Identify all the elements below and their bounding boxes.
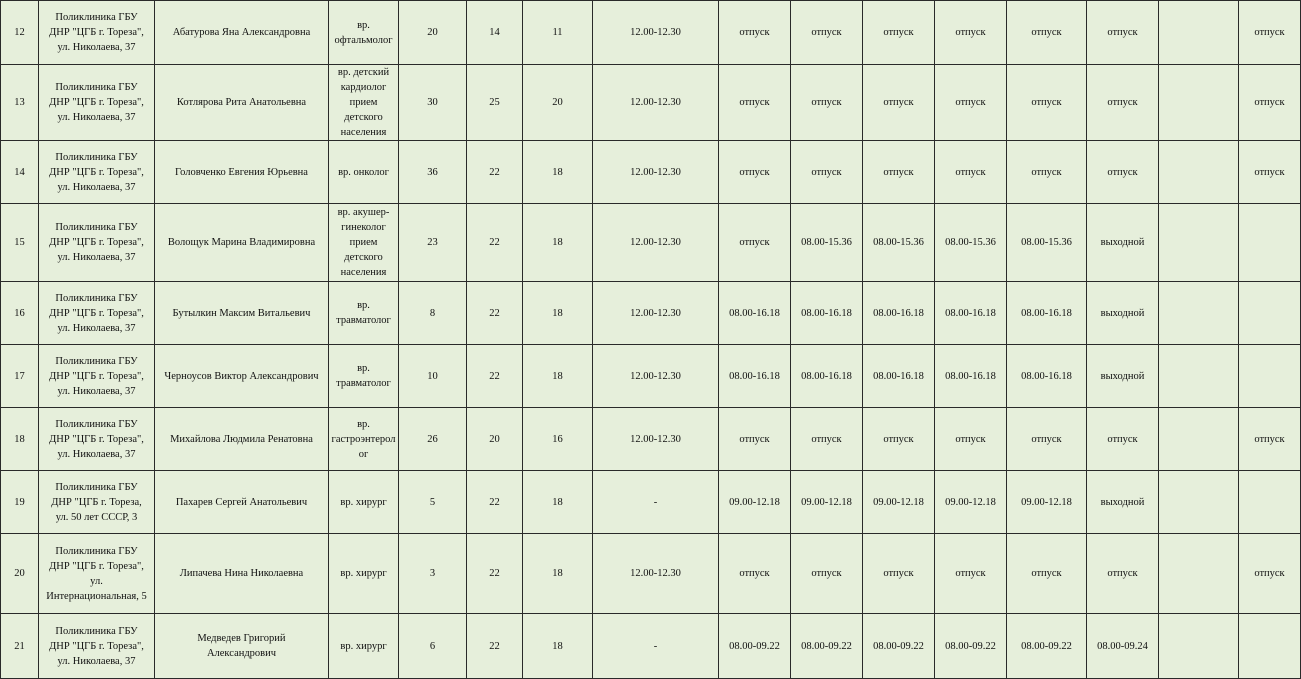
day-7-schedule — [1159, 204, 1239, 282]
day-5-schedule: отпуск — [1007, 534, 1087, 614]
row-number: 13 — [1, 65, 39, 141]
doctor-name: Бутылкин Максим Витальевич — [155, 282, 329, 345]
day-2-schedule: отпуск — [791, 65, 863, 141]
day-2-schedule: 09.00-12.18 — [791, 471, 863, 534]
doctor-name: Липачева Нина Николаевна — [155, 534, 329, 614]
count-3: 18 — [523, 141, 593, 204]
day-3-schedule: 08.00-16.18 — [863, 345, 935, 408]
day-3-schedule: 08.00-09.22 — [863, 614, 935, 679]
day-7-schedule — [1159, 1, 1239, 65]
day-1-schedule: 08.00-16.18 — [719, 345, 791, 408]
day-6-schedule: отпуск — [1087, 141, 1159, 204]
doctor-name: Головченко Евгения Юрьевна — [155, 141, 329, 204]
count-2: 22 — [467, 614, 523, 679]
doctor-name: Пахарев Сергей Анатольевич — [155, 471, 329, 534]
clinic-address: Поликлиника ГБУ ДНР "ЦГБ г. Тореза", ул. Николаева, 37 — [39, 408, 155, 471]
count-2: 22 — [467, 282, 523, 345]
doctor-specialty: вр. хирург — [329, 471, 399, 534]
day-4-schedule: 08.00-15.36 — [935, 204, 1007, 282]
day-1-schedule: отпуск — [719, 65, 791, 141]
count-2: 20 — [467, 408, 523, 471]
day-3-schedule: отпуск — [863, 141, 935, 204]
reception-time: 12.00-12.30 — [593, 345, 719, 408]
table-row — [1, 534, 1301, 614]
count-2: 14 — [467, 1, 523, 65]
day-7-schedule — [1159, 282, 1239, 345]
day-4-schedule: отпуск — [935, 534, 1007, 614]
doctor-name: Котлярова Рита Анатольевна — [155, 65, 329, 141]
count-3: 18 — [523, 204, 593, 282]
count-3: 18 — [523, 345, 593, 408]
day-1-schedule: отпуск — [719, 1, 791, 65]
count-3: 18 — [523, 282, 593, 345]
day-8-schedule: отпуск — [1239, 65, 1301, 141]
count-2: 22 — [467, 141, 523, 204]
doctor-name: Медведев Григорий Александрович — [155, 614, 329, 679]
day-6-schedule: отпуск — [1087, 65, 1159, 141]
day-2-schedule: 08.00-09.22 — [791, 614, 863, 679]
count-1: 23 — [399, 204, 467, 282]
doctor-name: Абатурова Яна Александровна — [155, 1, 329, 65]
day-4-schedule: отпуск — [935, 65, 1007, 141]
count-2: 25 — [467, 65, 523, 141]
doctor-name: Черноусов Виктор Александрович — [155, 345, 329, 408]
reception-time: 12.00-12.30 — [593, 141, 719, 204]
day-6-schedule: отпуск — [1087, 1, 1159, 65]
day-1-schedule: 08.00-09.22 — [719, 614, 791, 679]
doctor-specialty: вр. офтальмолог — [329, 1, 399, 65]
row-number: 20 — [1, 534, 39, 614]
count-3: 18 — [523, 534, 593, 614]
day-6-schedule: отпуск — [1087, 534, 1159, 614]
day-1-schedule: отпуск — [719, 534, 791, 614]
day-8-schedule: отпуск — [1239, 534, 1301, 614]
doctor-specialty: вр. хирург — [329, 534, 399, 614]
doctor-specialty: вр. хирург — [329, 614, 399, 679]
clinic-address: Поликлиника ГБУ ДНР "ЦГБ г. Тореза", ул. Интернациональная, 5 — [39, 534, 155, 614]
count-2: 22 — [467, 345, 523, 408]
table-row — [1, 204, 1301, 282]
clinic-address: Поликлиника ГБУ ДНР "ЦГБ г. Тореза", ул. Николаева, 37 — [39, 282, 155, 345]
reception-time: 12.00-12.30 — [593, 204, 719, 282]
day-5-schedule: 09.00-12.18 — [1007, 471, 1087, 534]
count-2: 22 — [467, 471, 523, 534]
day-1-schedule: отпуск — [719, 408, 791, 471]
day-1-schedule: 08.00-16.18 — [719, 282, 791, 345]
doctor-specialty: вр. онколог — [329, 141, 399, 204]
day-7-schedule — [1159, 614, 1239, 679]
day-2-schedule: 08.00-16.18 — [791, 282, 863, 345]
row-number: 16 — [1, 282, 39, 345]
clinic-address: Поликлиника ГБУ ДНР "ЦГБ г. Тореза", ул. Николаева, 37 — [39, 141, 155, 204]
doctor-specialty: вр. детский кардиолог прием детского населения — [329, 65, 399, 141]
table-row — [1, 471, 1301, 534]
table-row — [1, 408, 1301, 471]
table-row — [1, 1, 1301, 65]
day-6-schedule: выходной — [1087, 282, 1159, 345]
day-3-schedule: отпуск — [863, 65, 935, 141]
day-5-schedule: отпуск — [1007, 1, 1087, 65]
clinic-address: Поликлиника ГБУ ДНР "ЦГБ г. Тореза", ул. Николаева, 37 — [39, 345, 155, 408]
count-2: 22 — [467, 534, 523, 614]
day-5-schedule: 08.00-09.22 — [1007, 614, 1087, 679]
day-4-schedule: 08.00-16.18 — [935, 282, 1007, 345]
day-7-schedule — [1159, 141, 1239, 204]
day-5-schedule: 08.00-16.18 — [1007, 282, 1087, 345]
row-number: 15 — [1, 204, 39, 282]
reception-time: 12.00-12.30 — [593, 1, 719, 65]
day-2-schedule: 08.00-16.18 — [791, 345, 863, 408]
day-8-schedule — [1239, 614, 1301, 679]
row-number: 19 — [1, 471, 39, 534]
day-3-schedule: 08.00-15.36 — [863, 204, 935, 282]
reception-time: 12.00-12.30 — [593, 65, 719, 141]
count-1: 10 — [399, 345, 467, 408]
day-7-schedule — [1159, 471, 1239, 534]
day-3-schedule: 08.00-16.18 — [863, 282, 935, 345]
day-2-schedule: отпуск — [791, 1, 863, 65]
day-3-schedule: отпуск — [863, 408, 935, 471]
day-4-schedule: 08.00-09.22 — [935, 614, 1007, 679]
reception-time: 12.00-12.30 — [593, 282, 719, 345]
day-6-schedule: выходной — [1087, 471, 1159, 534]
reception-time: - — [593, 471, 719, 534]
count-1: 20 — [399, 1, 467, 65]
count-2: 22 — [467, 204, 523, 282]
day-1-schedule: 09.00-12.18 — [719, 471, 791, 534]
day-6-schedule: выходной — [1087, 204, 1159, 282]
day-3-schedule: отпуск — [863, 534, 935, 614]
count-1: 30 — [399, 65, 467, 141]
row-number: 21 — [1, 614, 39, 679]
count-3: 20 — [523, 65, 593, 141]
count-1: 6 — [399, 614, 467, 679]
day-8-schedule — [1239, 471, 1301, 534]
row-number: 17 — [1, 345, 39, 408]
day-5-schedule: 08.00-15.36 — [1007, 204, 1087, 282]
doctor-specialty: вр. гастроэнтерол ог — [329, 408, 399, 471]
day-5-schedule: отпуск — [1007, 408, 1087, 471]
clinic-address: Поликлиника ГБУ ДНР "ЦГБ г. Тореза", ул. Николаева, 37 — [39, 614, 155, 679]
doctor-name: Волощук Марина Владимировна — [155, 204, 329, 282]
row-number: 18 — [1, 408, 39, 471]
reception-time: 12.00-12.30 — [593, 408, 719, 471]
table-row — [1, 345, 1301, 408]
day-6-schedule: выходной — [1087, 345, 1159, 408]
reception-time: - — [593, 614, 719, 679]
day-6-schedule: 08.00-09.24 — [1087, 614, 1159, 679]
day-6-schedule: отпуск — [1087, 408, 1159, 471]
day-3-schedule: отпуск — [863, 1, 935, 65]
day-2-schedule: 08.00-15.36 — [791, 204, 863, 282]
day-8-schedule: отпуск — [1239, 141, 1301, 204]
count-3: 18 — [523, 614, 593, 679]
day-4-schedule: отпуск — [935, 141, 1007, 204]
count-1: 8 — [399, 282, 467, 345]
table-row — [1, 141, 1301, 204]
day-7-schedule — [1159, 534, 1239, 614]
day-8-schedule: отпуск — [1239, 1, 1301, 65]
day-5-schedule: 08.00-16.18 — [1007, 345, 1087, 408]
count-1: 26 — [399, 408, 467, 471]
count-3: 11 — [523, 1, 593, 65]
doctor-specialty: вр. травматолог — [329, 282, 399, 345]
doctor-specialty: вр. травматолог — [329, 345, 399, 408]
day-7-schedule — [1159, 408, 1239, 471]
day-5-schedule: отпуск — [1007, 65, 1087, 141]
doctor-specialty: вр. акушер- гинеколог прием детского населения — [329, 204, 399, 282]
day-4-schedule: 09.00-12.18 — [935, 471, 1007, 534]
day-1-schedule: отпуск — [719, 141, 791, 204]
table-row — [1, 65, 1301, 141]
count-3: 16 — [523, 408, 593, 471]
doctor-name: Михайлова Людмила Ренатовна — [155, 408, 329, 471]
day-3-schedule: 09.00-12.18 — [863, 471, 935, 534]
day-2-schedule: отпуск — [791, 408, 863, 471]
clinic-address: Поликлиника ГБУ ДНР "ЦГБ г. Тореза, ул. 50 лет СССР, 3 — [39, 471, 155, 534]
count-1: 5 — [399, 471, 467, 534]
reception-time: 12.00-12.30 — [593, 534, 719, 614]
day-8-schedule — [1239, 204, 1301, 282]
count-3: 18 — [523, 471, 593, 534]
day-7-schedule — [1159, 65, 1239, 141]
clinic-address: Поликлиника ГБУ ДНР "ЦГБ г. Тореза", ул. Николаева, 37 — [39, 204, 155, 282]
day-4-schedule: отпуск — [935, 408, 1007, 471]
day-1-schedule: отпуск — [719, 204, 791, 282]
day-7-schedule — [1159, 345, 1239, 408]
day-4-schedule: отпуск — [935, 1, 1007, 65]
row-number: 14 — [1, 141, 39, 204]
row-number: 12 — [1, 1, 39, 65]
clinic-address: Поликлиника ГБУ ДНР "ЦГБ г. Тореза", ул. Николаева, 37 — [39, 1, 155, 65]
day-2-schedule: отпуск — [791, 141, 863, 204]
day-5-schedule: отпуск — [1007, 141, 1087, 204]
day-4-schedule: 08.00-16.18 — [935, 345, 1007, 408]
day-8-schedule: отпуск — [1239, 408, 1301, 471]
day-2-schedule: отпуск — [791, 534, 863, 614]
count-1: 3 — [399, 534, 467, 614]
count-1: 36 — [399, 141, 467, 204]
day-8-schedule — [1239, 282, 1301, 345]
clinic-address: Поликлиника ГБУ ДНР "ЦГБ г. Тореза", ул. Николаева, 37 — [39, 65, 155, 141]
table-row — [1, 282, 1301, 345]
table-row — [1, 614, 1301, 679]
day-8-schedule — [1239, 345, 1301, 408]
